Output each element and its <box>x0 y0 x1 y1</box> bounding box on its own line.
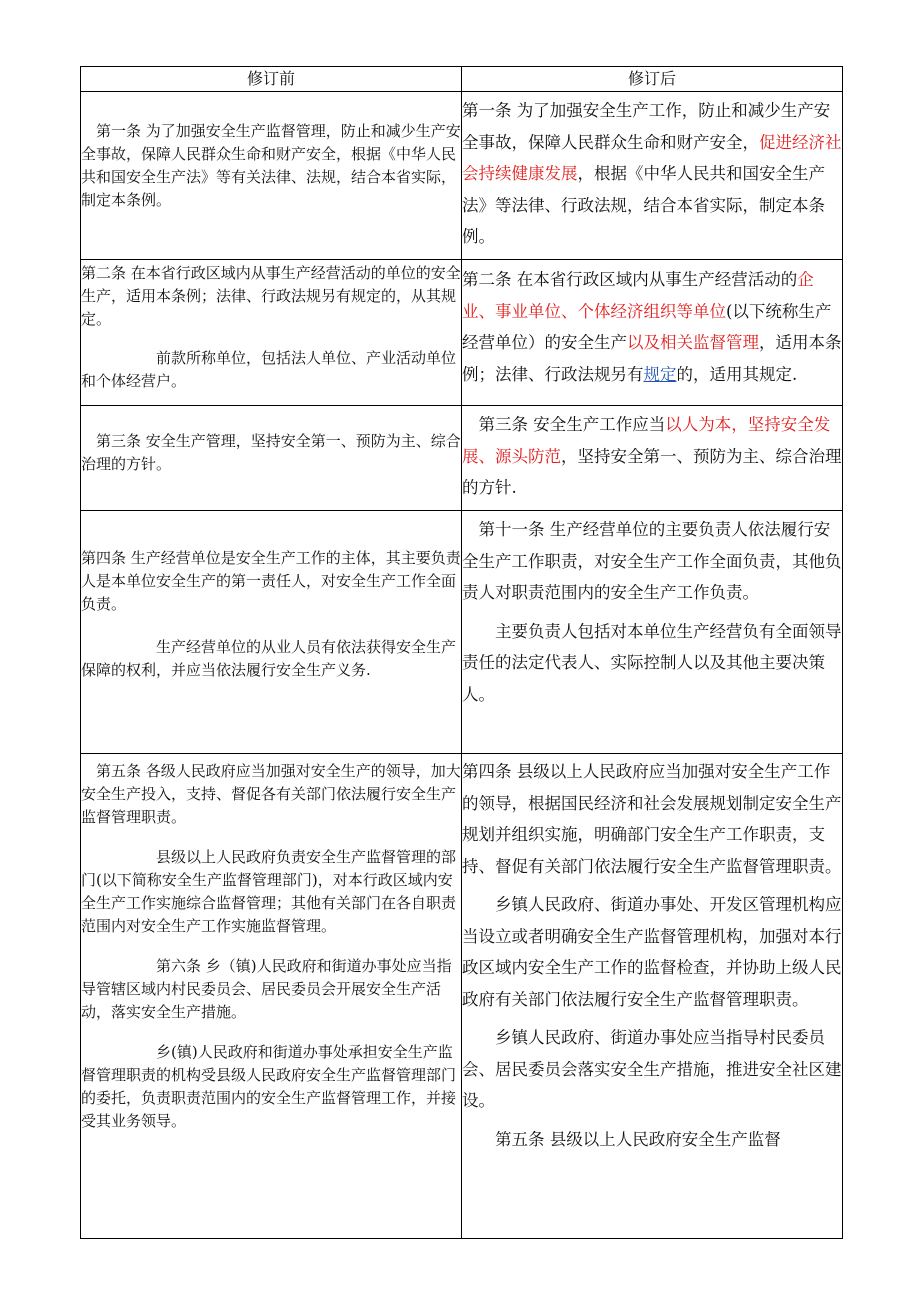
text: ，坚持安全第一、预防为主、综合治理的方针. <box>462 446 842 497</box>
after-cell <box>462 511 843 754</box>
text: 第三条 安全生产工作应当 <box>478 415 666 434</box>
text: ，根据《中华人民共和国安全生产法》等法律、行政法规，结合本省实际，制定本条例。 <box>462 164 825 246</box>
before-paragraph: 第六条 乡（镇)人民政府和街道办事处应当指导管辖区域内村民委员会、居民委员会开展安全生产活动，落实安全生产措施。 <box>81 957 452 1021</box>
before-paragraph: 第二条 在本省行政区域内从事生产经营活动的单位的安全生产，适用本条例；法律、行政法规另有规定的，从其规定。 <box>81 264 461 328</box>
text: 第一条 为了加强安全生产工作，防止和减少生产安全事故，保障人民群众生命和财产安全， <box>462 101 831 152</box>
before-paragraph: 前款所称单位，包括法人单位、产业活动单位和个体经营户。 <box>81 349 457 390</box>
table-row <box>81 406 843 511</box>
before-paragraph: 县级以上人民政府负责安全生产监督管理的部门(以下简称安全生产监督管理部门)，对本行政区域内安全生产工作实施综合监督管理；其他有关部门在各自职责范围内对安全生产工作实施监督管理。 <box>81 848 457 935</box>
revision-comparison-table <box>80 66 843 1239</box>
table-row <box>81 511 843 754</box>
text: ，适用本条例；法律、行政法规另有 <box>462 333 842 384</box>
before-cell <box>81 406 462 511</box>
before-cell <box>81 260 462 406</box>
after-paragraph: 乡镇人民政府、街道办事处应当指导村民委员会、居民委员会落实安全生产措施，推进安全社区建设。 <box>462 1028 842 1110</box>
table-row <box>81 92 843 260</box>
added-text: 以人为本，坚持安全发展、源头防范 <box>462 415 831 466</box>
after-paragraph <box>462 409 842 504</box>
table-header-row <box>81 67 843 92</box>
added-text: 以及相关监督管理 <box>627 333 759 352</box>
header-before: 修订前 <box>81 67 462 92</box>
text: 第二条 在本省行政区域内从事生产经营活动的 <box>462 270 798 289</box>
text: 的，适用其规定. <box>676 364 798 384</box>
before-cell <box>81 754 462 1239</box>
before-paragraph: 第一条 为了加强安全生产监督管理，防止和减少生产安全事故，保障人民群众生命和财产安全，根据《中华人民共和国安全生产法》等有关法律、法规，结合本省实际，制定本条例。 <box>81 122 461 209</box>
table-row <box>81 260 843 406</box>
after-paragraph <box>462 264 842 390</box>
before-paragraph: 乡(镇)人民政府和街道办事处承担安全生产监督管理职责的机构受县级人民政府安全生产监督管理部门的委托，负责职责范围内的安全生产监督管理工作，并接受其业务领导。 <box>81 1043 457 1130</box>
before-cell <box>81 92 462 260</box>
header-after: 修订后 <box>462 67 843 92</box>
changed-link[interactable]: 规定 <box>643 364 677 384</box>
before-paragraph: 第五条 各级人民政府应当加强对安全生产的领导，加大安全生产投入，支持、督促各有关部门依法履行安全生产监督管理职责。 <box>81 762 461 826</box>
after-paragraph: 第四条 县级以上人民政府应当加强对安全生产工作的领导，根据国民经济和社会发展规划制定安全生产规划并组织实施，明确部门安全生产工作职责，支持、督促有关部门依法履行安全生产监督管理职责。 <box>462 762 842 876</box>
after-paragraph: 主要负责人包括对本单位生产经营负有全面领导责任的法定代表人、实际控制人以及其他主要决策人。 <box>462 621 842 704</box>
after-paragraph: 乡镇人民政府、街道办事处、开发区管理机构应当设立或者明确安全生产监督管理机构，加强对本行政区域内安全生产工作的监督检查，并协助上级人民政府有关部门依法履行安全生产监督管理职责。 <box>462 895 842 1009</box>
table-row <box>81 754 843 1239</box>
before-paragraph: 第四条 生产经营单位是安全生产工作的主体，其主要负责人是本单位安全生产的第一责任人，对安全生产工作全面负责。 <box>81 549 461 613</box>
after-paragraph <box>462 95 842 253</box>
after-cell <box>462 754 843 1239</box>
added-text: 企业、事业单位、个体经济组织等单位 <box>462 270 814 321</box>
before-paragraph: 第三条 安全生产管理，坚持安全第一、预防为主、综合治理的方针。 <box>81 432 461 473</box>
after-paragraph: 第五条 县级以上人民政府安全生产监督 <box>495 1129 781 1149</box>
before-paragraph: 生产经营单位的从业人员有依法获得安全生产保障的权利，并应当依法履行安全生产义务. <box>81 638 457 679</box>
after-cell <box>462 92 843 260</box>
text: (以下统称生产经营单位）的安全生产 <box>462 301 832 352</box>
after-cell <box>462 406 843 511</box>
after-paragraph: 第十一条 生产经营单位的主要负责人依法履行安全生产工作职责，对安全生产工作全面负责，其他负责人对职责范围内的安全生产工作负责。 <box>462 520 842 602</box>
after-cell <box>462 260 843 406</box>
added-text: 促进经济社会持续健康发展 <box>462 132 842 183</box>
before-cell <box>81 511 462 754</box>
